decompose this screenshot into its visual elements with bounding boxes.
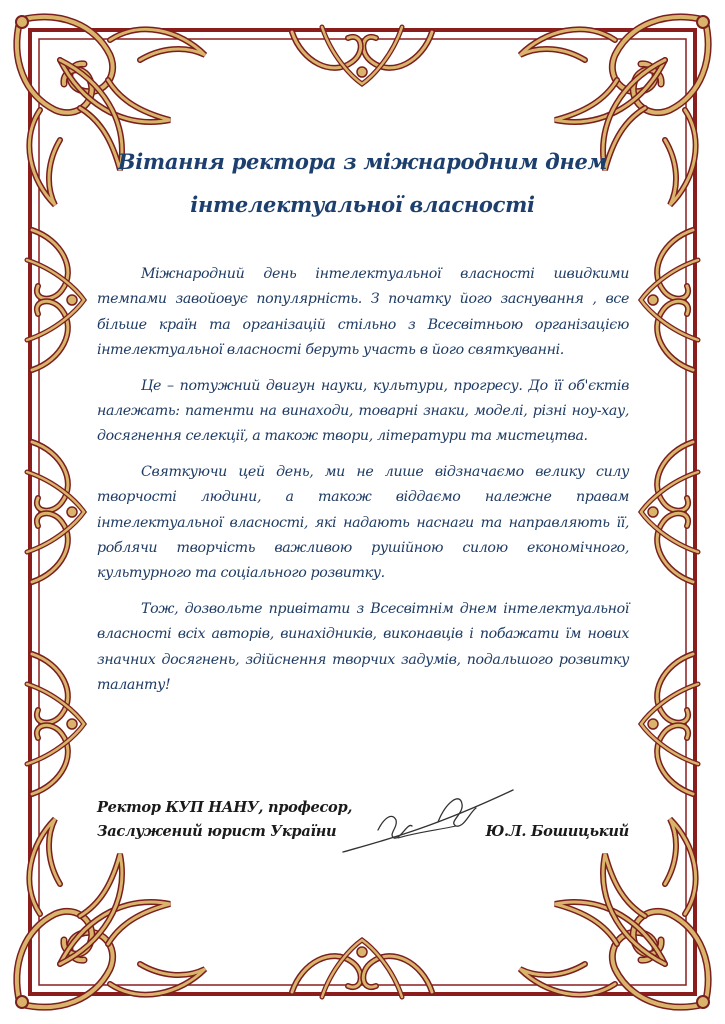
paragraph-2: Це – потужний двигун науки, культури, прогресу. До її об'єктів належать: патенти на винаходи, товарні знаки, моделі, різні ноу-хау, досягнення селекції, а також твори, літератури та мистецтва. <box>97 377 629 445</box>
title-line-1: Вітання ректора з міжнародним днем <box>117 149 608 174</box>
signatory-position: Ректор КУП НАНУ, професор, <box>97 799 353 816</box>
signatory-honor: Заслужений юрист України <box>97 823 337 840</box>
signatory-name: Ю.Л. Бошицький <box>485 823 629 840</box>
title-line-2: інтелектуальної власності <box>190 192 535 217</box>
paragraph-4: Тож, дозвольте привітати з Всесвітнім днем інтелектуальної власності всіх авторів, винахідників, виконавців і побажати їм нових значних досягнень, здійснення творчих задумів, подальшого розвитку таланту! <box>97 600 629 694</box>
page-title <box>80 140 645 226</box>
paragraph-3: Святкуючи цей день, ми не лише відзначаємо велику силу творчості людини, а також віддаємо належне правам інтелектуальної власності, які надають наснаги та направляють її, роблячи творчість важливою рушійною силою економічного, культурного та соціального розвитку. <box>97 463 629 582</box>
letter-body <box>97 262 629 709</box>
signatory-title <box>97 796 352 844</box>
paragraph-1: Міжнародний день інтелектуальної власності швидкими темпами завойовує популярність. З початку його заснування , все більше країн та організацій стільно з Всесвітньою організацією інтелектуальної власності беруть участь в його святкуванні. <box>97 266 629 359</box>
